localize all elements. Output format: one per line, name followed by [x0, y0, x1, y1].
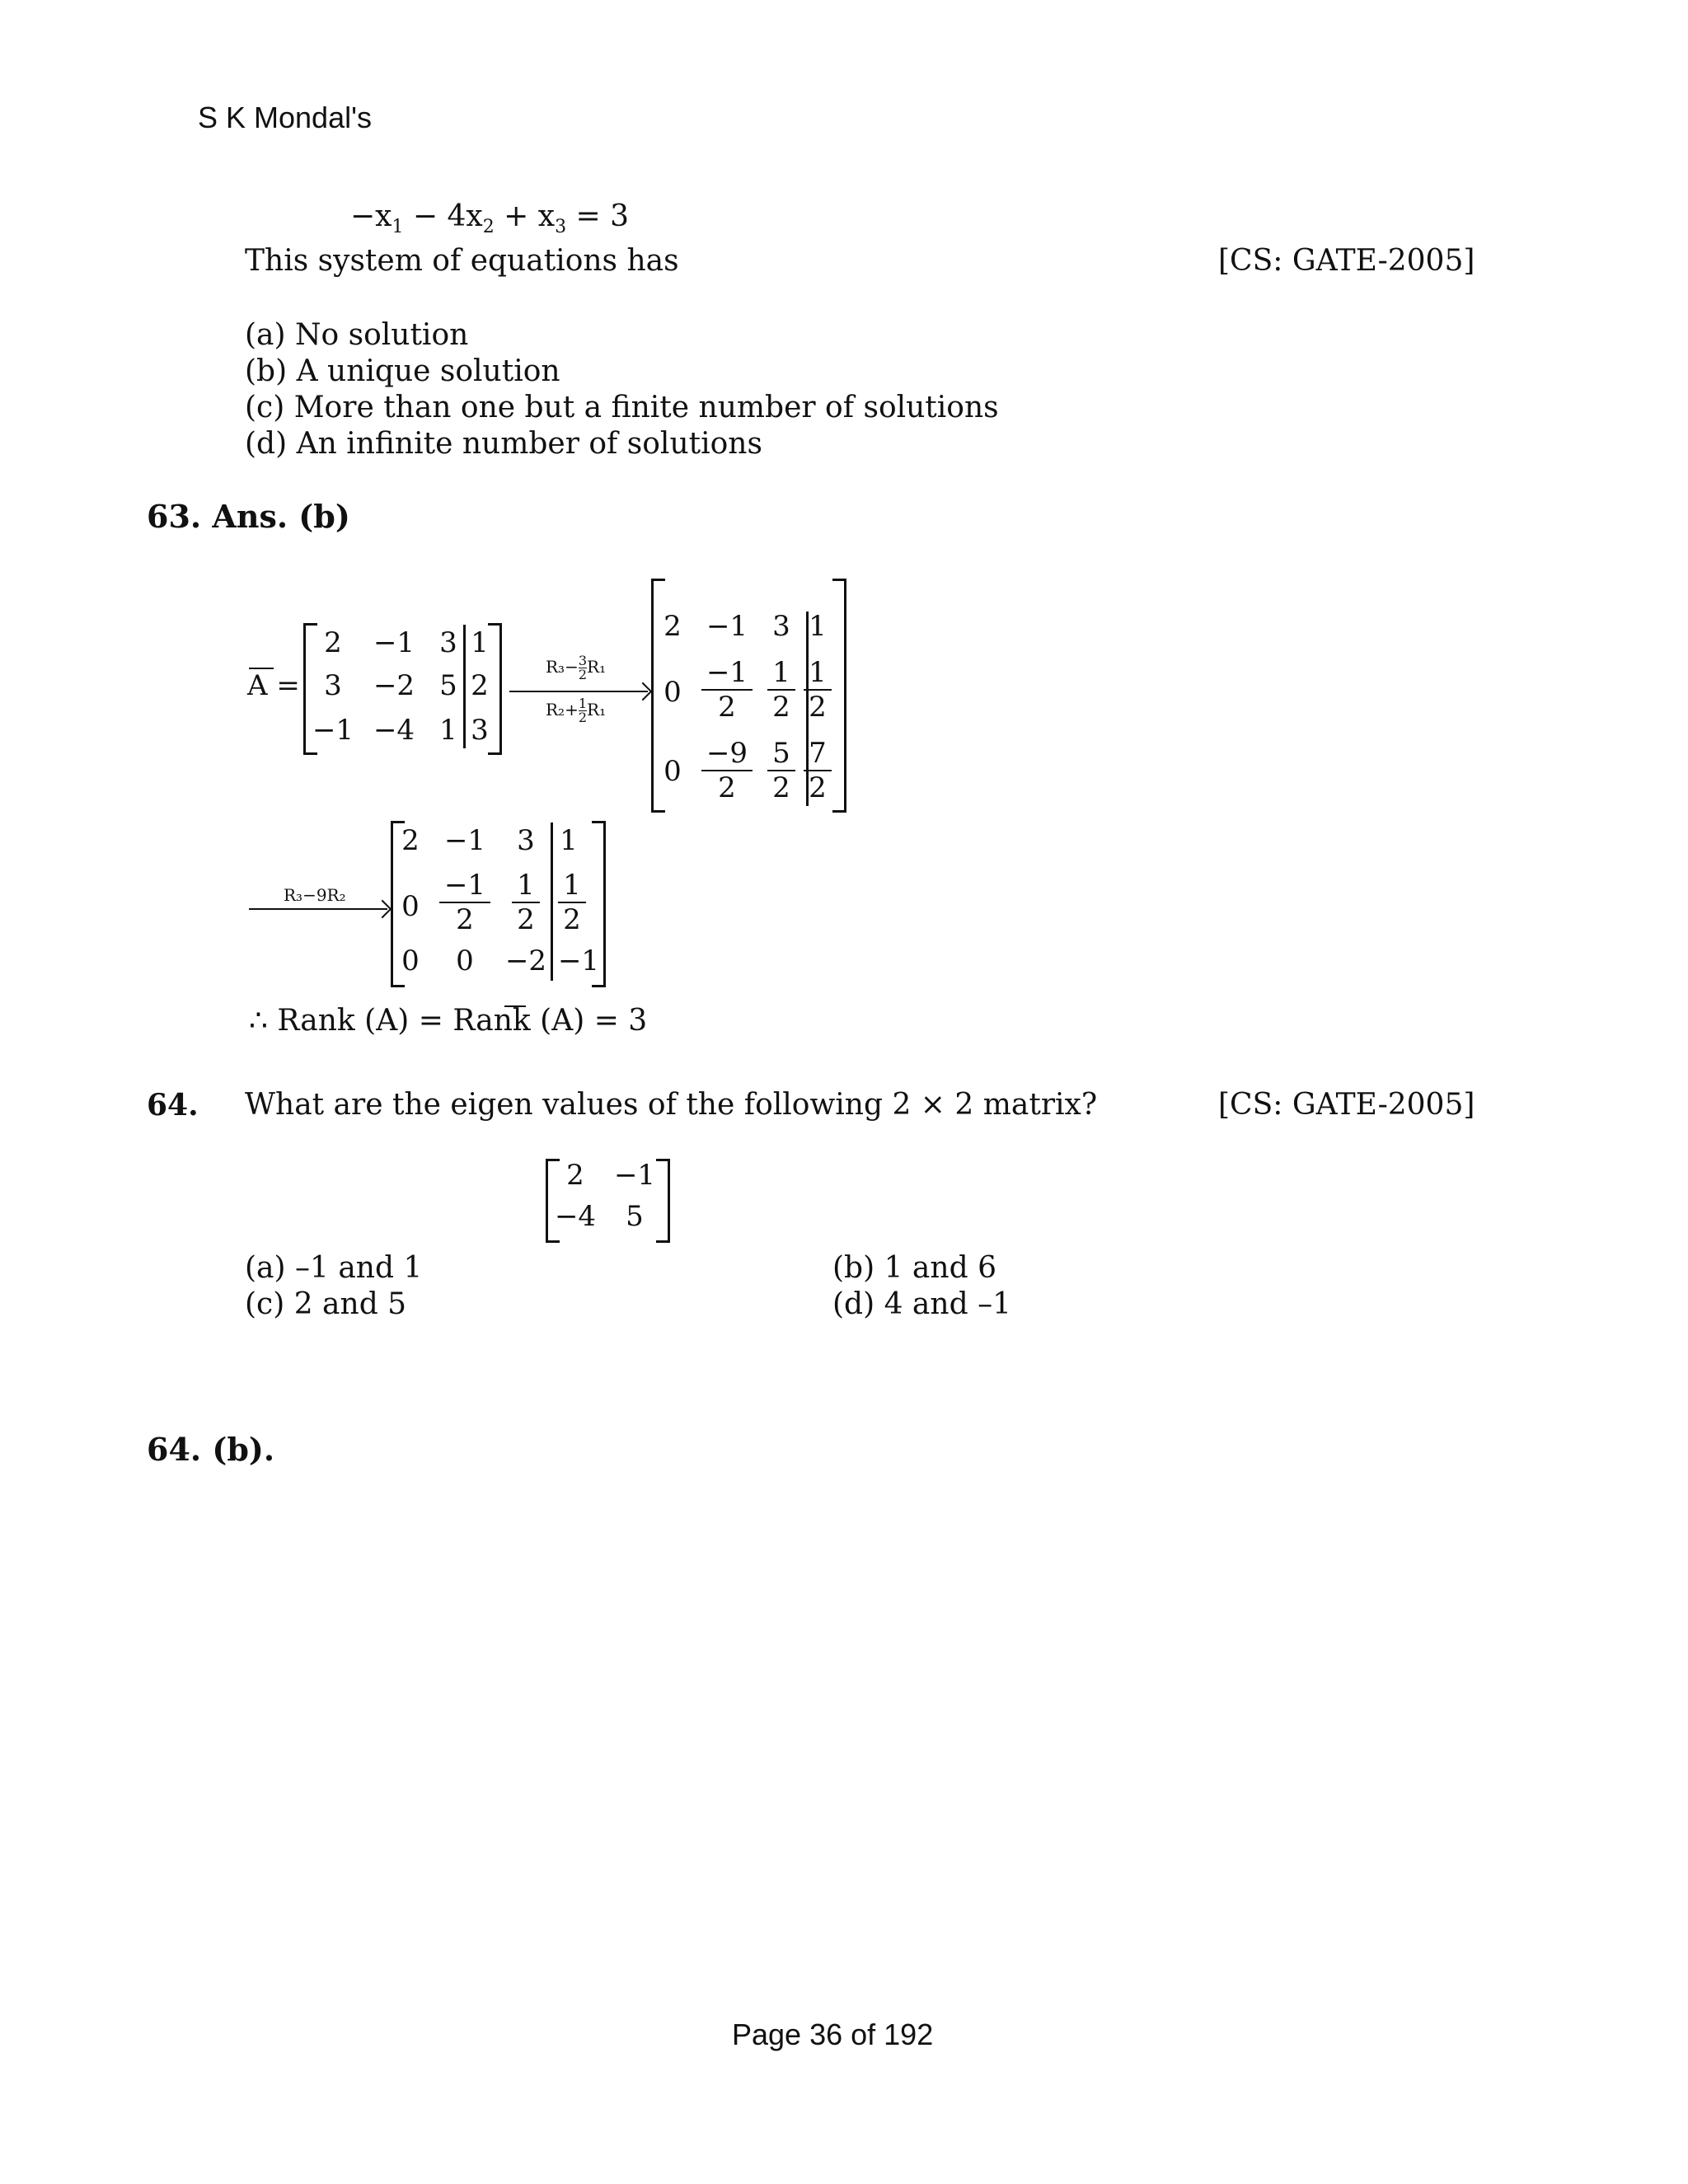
matrix-label: A = — [247, 669, 300, 702]
option-b: (b) 1 and 6 — [832, 1251, 996, 1285]
row-op-2: R₂+ $\frac{1}{2}$ R₁ — [546, 696, 607, 725]
bar-decoration — [504, 1005, 526, 1007]
option-b: (b) A unique solution — [245, 354, 560, 388]
question-text: This system of equations has — [245, 244, 679, 278]
question-text: What are the eigen values of the following 2 × 2 matrix? — [245, 1088, 1098, 1122]
option-d: (d) An infinite number of solutions — [245, 427, 762, 461]
option-c: (c) More than one but a finite number of solutions — [245, 391, 999, 424]
eq-part: −x — [350, 199, 392, 233]
option-d: (d) 4 and –1 — [832, 1287, 1011, 1321]
transform-arrow — [249, 908, 387, 910]
option-a: (a) –1 and 1 — [245, 1251, 423, 1285]
equation-line: $-x_1 - 4x_2 + x_3 = 3$ — [350, 199, 630, 237]
row-op-3: R₃−9R₂ — [284, 885, 346, 905]
question-source: [CS: GATE-2005] — [1218, 244, 1475, 278]
option-c: (c) 2 and 5 — [245, 1287, 407, 1321]
answer-heading: 64. (b). — [147, 1431, 275, 1468]
question-source: [CS: GATE-2005] — [1218, 1088, 1475, 1122]
answer-heading: 63. Ans. (b) — [147, 498, 350, 535]
question-number: 64. — [147, 1088, 199, 1122]
page-number: Page 36 of 192 — [732, 2018, 934, 2051]
transform-arrow — [509, 691, 648, 692]
rank-conclusion: ∴ Rank (A) = Rank (A) = 3 — [249, 1004, 648, 1038]
option-a: (a) No solution — [245, 318, 469, 352]
header-author: S K Mondal's — [198, 101, 372, 134]
row-op-1: R₃− $\frac{3}{2}$ R₁ — [546, 653, 607, 682]
bar-decoration — [249, 668, 274, 669]
